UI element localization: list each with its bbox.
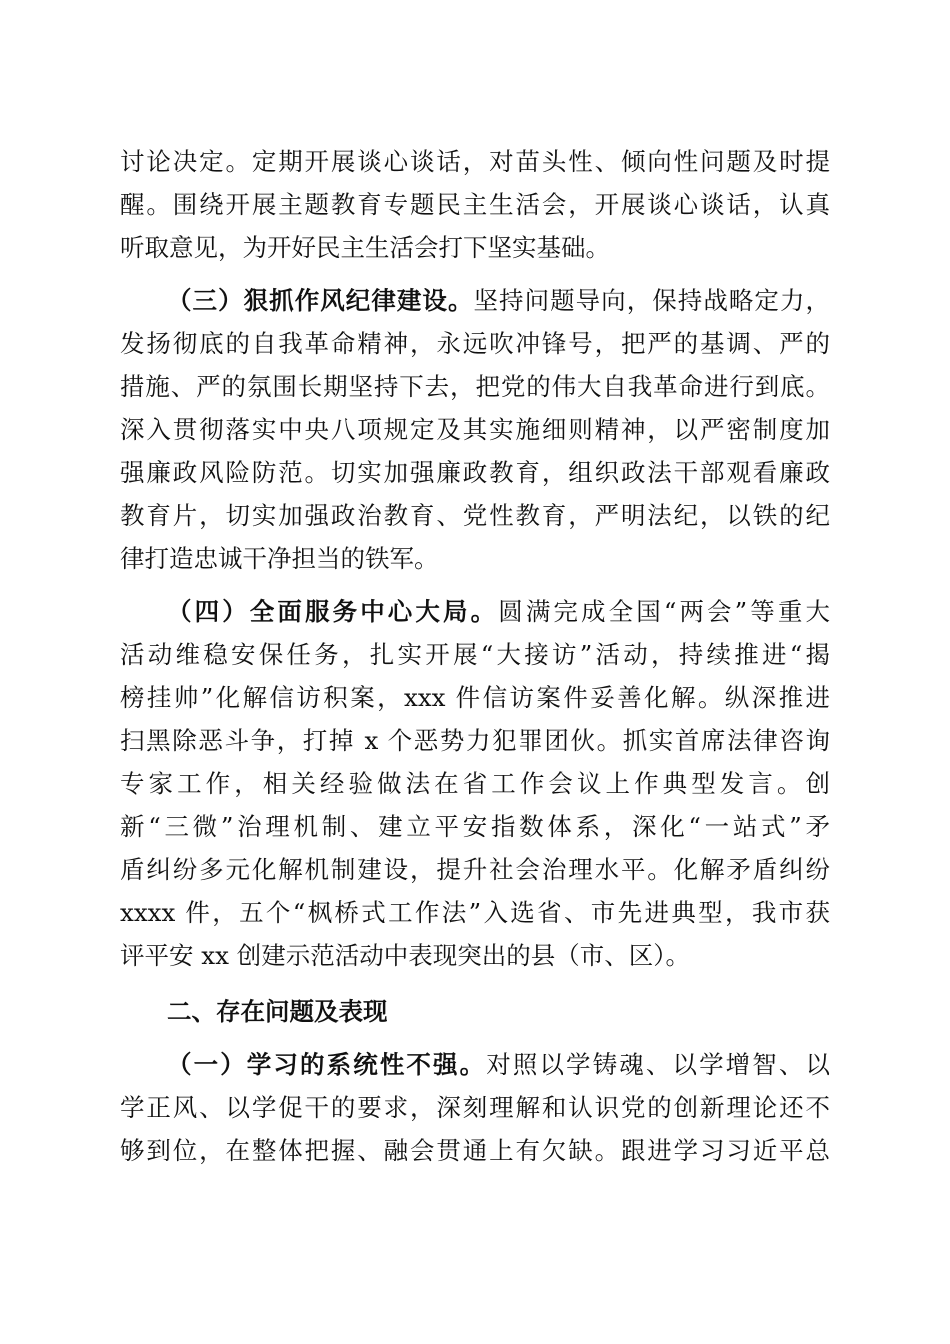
paragraph-lead-heading: （四）全面服务中心大局。 [167, 597, 499, 626]
paragraph-line: 盾纠纷多元化解机制建设，提升社会治理水平。化解矛盾纠纷 [120, 855, 830, 884]
paragraph-text: 对照以学铸魂、以学增智、以 [486, 1050, 830, 1079]
paragraph-line: 新“三微”治理机制、建立平安指数体系，深化“一站式”矛 [120, 812, 830, 841]
paragraph-line: 发扬彻底的自我革命精神，永远吹冲锋号，把严的基调、严的 [120, 329, 830, 358]
paragraph-line: 听取意见，为开好民主生活会打下坚实基础。 [120, 233, 610, 262]
paragraph-line: 深入贯彻落实中央八项规定及其实施细则精神，以严密制度加 [120, 415, 830, 444]
paragraph-line: xxxx 件，五个“枫桥式工作法”入选省、市先进典型，我市获 [120, 898, 830, 927]
section-heading: 二、存在问题及表现 [167, 997, 388, 1026]
paragraph-line: 学正风、以学促干的要求，深刻理解和认识党的创新理论还不 [120, 1093, 830, 1122]
paragraph-lead-heading: （三）狠抓作风纪律建设。 [167, 286, 474, 315]
paragraph-first-line [167, 1045, 830, 1085]
paragraph-line: 活动维稳安保任务，扎实开展“大接访”活动，持续推进“揭 [120, 640, 830, 669]
paragraph-line: 讨论决定。定期开展谈心谈话，对苗头性、倾向性问题及时提 [120, 147, 830, 176]
paragraph-first-line [167, 281, 830, 321]
paragraph-line: 强廉政风险防范。切实加强廉政教育，组织政法干部观看廉政 [120, 458, 830, 487]
paragraph-line: 专家工作，相关经验做法在省工作会议上作典型发言。创 [120, 769, 830, 798]
paragraph-line: 够到位，在整体把握、融会贯通上有欠缺。跟进学习习近平总 [120, 1136, 830, 1165]
paragraph-text: 圆满完成全国“两会”等重大 [498, 597, 830, 626]
paragraph-first-line [167, 592, 830, 632]
paragraph-text: 坚持问题导向，保持战略定力， [473, 286, 830, 315]
paragraph-line: 教育片，切实加强政治教育、党性教育，严明法纪，以铁的纪 [120, 501, 830, 530]
paragraph-line: 评平安 xx 创建示范活动中表现突出的县（市、区）。 [120, 941, 690, 970]
paragraph-line: 措施、严的氛围长期坚持下去，把党的伟大自我革命进行到底。 [120, 372, 830, 401]
paragraph-line: 律打造忠诚干净担当的铁军。 [120, 544, 439, 573]
paragraph-lead-heading: （一）学习的系统性不强。 [167, 1050, 487, 1079]
paragraph-line: 醒。围绕开展主题教育专题民主生活会，开展谈心谈话，认真 [120, 190, 830, 219]
paragraph-line: 扫黑除恶斗争，打掉 x 个恶势力犯罪团伙。抓实首席法律咨询 [120, 726, 830, 755]
paragraph-line: 榜挂帅”化解信访积案，xxx 件信访案件妥善化解。纵深推进 [120, 683, 830, 712]
